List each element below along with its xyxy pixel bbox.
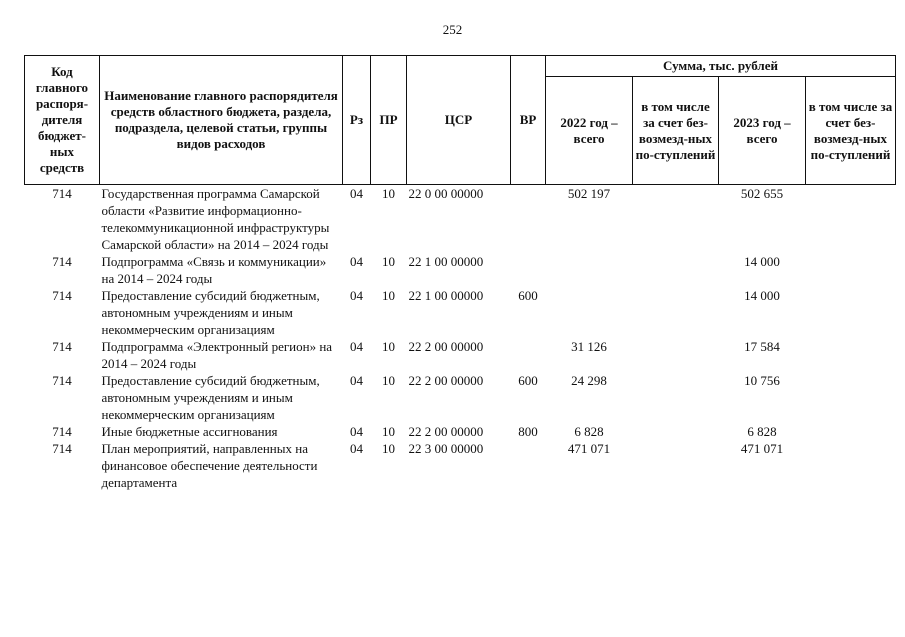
cell-2022-free xyxy=(633,423,719,440)
cell-name: Иные бюджетные ассигнования xyxy=(101,424,278,439)
page-number: 252 xyxy=(442,22,463,37)
cell-csr: 22 3 00 00000 xyxy=(408,441,484,456)
cell-name: Подпрограмма «Связь и коммуникации» на 2014 – 2024 годы xyxy=(101,254,327,286)
table-row xyxy=(25,372,896,423)
cell-rz: 04 xyxy=(350,373,363,388)
cell-vr: 600 xyxy=(518,288,538,303)
cell-2023-free xyxy=(806,423,896,440)
table-row xyxy=(25,338,896,372)
cell-2022-free xyxy=(633,372,719,423)
cell-2022-free xyxy=(633,338,719,372)
cell-2022-total xyxy=(546,287,633,338)
cell-vr: 600 xyxy=(518,373,538,388)
cell-rz: 04 xyxy=(350,441,363,456)
cell-code: 714 xyxy=(52,186,72,201)
cell-pr: 10 xyxy=(382,254,395,269)
cell-code: 714 xyxy=(52,339,72,354)
cell-2023-free xyxy=(806,338,896,372)
budget-table xyxy=(24,55,896,491)
cell-2023-free xyxy=(806,440,896,491)
cell-pr: 10 xyxy=(382,424,395,439)
cell-2022-free xyxy=(633,440,719,491)
cell-pr: 10 xyxy=(382,441,395,456)
cell-vr xyxy=(511,185,546,254)
cell-csr: 22 1 00 00000 xyxy=(408,288,484,303)
cell-name: Государственная программа Самарской области «Развитие информационно-телекоммуникационной инфраструктуры Самарской области» на 2014 – 2024 годы xyxy=(101,186,330,252)
cell-2023-total: 6 828 xyxy=(747,424,777,439)
cell-csr: 22 0 00 00000 xyxy=(408,186,484,201)
cell-vr xyxy=(511,338,546,372)
header-2022-total: 2022 год – всего xyxy=(546,77,633,185)
cell-rz: 04 xyxy=(350,288,363,303)
cell-code: 714 xyxy=(52,373,72,388)
cell-2023-total: 502 655 xyxy=(740,186,784,201)
cell-code: 714 xyxy=(52,424,72,439)
cell-2023-free xyxy=(806,372,896,423)
cell-csr: 22 2 00 00000 xyxy=(408,373,484,388)
cell-pr: 10 xyxy=(382,339,395,354)
cell-2022-total: 31 126 xyxy=(571,339,607,354)
cell-csr: 22 1 00 00000 xyxy=(408,254,484,269)
cell-rz: 04 xyxy=(350,254,363,269)
cell-pr: 10 xyxy=(382,373,395,388)
cell-2022-free xyxy=(633,185,719,254)
header-2023-total: 2023 год – всего xyxy=(719,77,806,185)
header-csr: ЦСР xyxy=(407,56,511,185)
header-vr: ВР xyxy=(511,56,546,185)
cell-vr xyxy=(511,253,546,287)
cell-2022-total: 6 828 xyxy=(574,424,604,439)
cell-2023-total: 14 000 xyxy=(744,254,780,269)
cell-name: План мероприятий, направленных на финансовое обеспечение деятельности департамента xyxy=(101,441,318,490)
cell-2022-total: 24 298 xyxy=(571,373,607,388)
cell-2023-total: 10 756 xyxy=(744,373,780,388)
table-row xyxy=(25,440,896,491)
cell-2022-total: 502 197 xyxy=(567,186,611,201)
cell-2023-total: 14 000 xyxy=(744,288,780,303)
table-body xyxy=(25,185,896,492)
cell-2022-total: 471 071 xyxy=(567,441,611,456)
cell-pr: 10 xyxy=(382,288,395,303)
cell-2023-free xyxy=(806,253,896,287)
table-row xyxy=(25,253,896,287)
cell-2023-total: 17 584 xyxy=(744,339,780,354)
header-sum-group: Сумма, тыс. рублей xyxy=(546,56,896,77)
cell-code: 714 xyxy=(52,288,72,303)
header-code: Код главного распоря-дителя бюджет-ных средств xyxy=(25,56,100,185)
table-row xyxy=(25,287,896,338)
header-2023-free: в том числе за счет без-возмезд-ных по-ступлений xyxy=(806,77,896,185)
table-row xyxy=(25,423,896,440)
cell-csr: 22 2 00 00000 xyxy=(408,424,484,439)
cell-rz: 04 xyxy=(350,339,363,354)
header-name: Наименование главного распорядителя средств областного бюджета, раздела, подраздела, целевой статьи, группы видов расходов xyxy=(100,56,343,185)
cell-csr: 22 2 00 00000 xyxy=(408,339,484,354)
cell-vr: 800 xyxy=(518,424,538,439)
table-row xyxy=(25,185,896,254)
header-2022-free: в том числе за счет без-возмезд-ных по-ступлений xyxy=(633,77,719,185)
cell-name: Предоставление субсидий бюджетным, автономным учреждениям и иным некоммерческим организациям xyxy=(101,373,320,422)
cell-pr: 10 xyxy=(382,186,395,201)
header-rz: Рз xyxy=(343,56,371,185)
cell-2022-free xyxy=(633,253,719,287)
cell-name: Предоставление субсидий бюджетным, автономным учреждениям и иным некоммерческим организациям xyxy=(101,288,320,337)
cell-rz: 04 xyxy=(350,186,363,201)
cell-2022-total xyxy=(546,253,633,287)
cell-2022-free xyxy=(633,287,719,338)
cell-rz: 04 xyxy=(350,424,363,439)
cell-2023-total: 471 071 xyxy=(740,441,784,456)
cell-name: Подпрограмма «Электронный регион» на 2014 – 2024 годы xyxy=(101,339,333,371)
cell-vr xyxy=(511,440,546,491)
cell-code: 714 xyxy=(52,254,72,269)
cell-2023-free xyxy=(806,287,896,338)
cell-code: 714 xyxy=(52,441,72,456)
cell-2023-free xyxy=(806,185,896,254)
header-pr: ПР xyxy=(371,56,407,185)
